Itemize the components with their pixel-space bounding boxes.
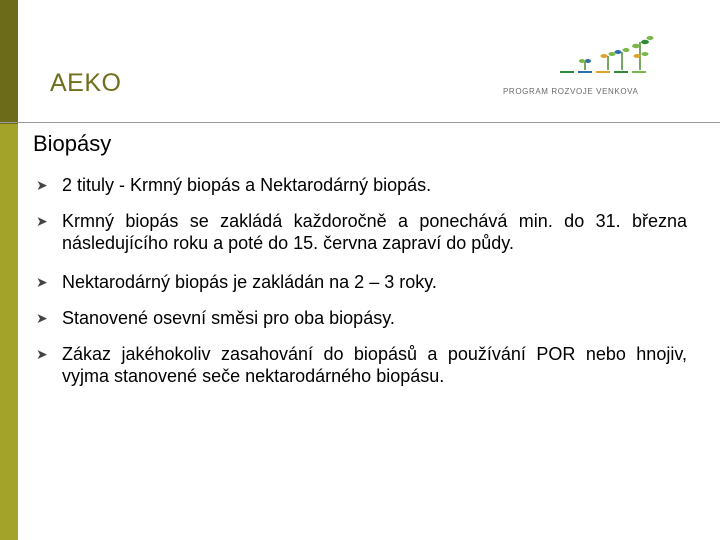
arrowhead-bullet-icon: ➤	[36, 177, 48, 193]
arrowhead-bullet-icon: ➤	[36, 274, 48, 290]
arrowhead-bullet-icon: ➤	[36, 213, 48, 229]
sidebar-accent-dark	[0, 0, 18, 124]
bullet-text: Zákaz jakéhokoliv zasahování do biopásů a používání POR nebo hnojiv, vyjma stanovené seče nektarodárného biopásu.	[62, 344, 687, 386]
logo-caption: PROGRAM ROZVOJE VENKOVA	[503, 87, 639, 96]
arrowhead-bullet-icon: ➤	[36, 346, 48, 362]
bullet-text: Stanovené osevní směsi pro oba biopásy.	[62, 308, 395, 328]
arrowhead-bullet-icon: ➤	[36, 310, 48, 326]
header-divider	[0, 122, 720, 123]
sidebar-accent-light	[0, 124, 18, 540]
bullet-text: Krmný biopás se zakládá každoročně a ponechává min. do 31. března následujícího roku a poté do 15. června zapraví do půdy.	[62, 211, 687, 253]
bullet-text: 2 tituly - Krmný biopás a Nektarodárný biopás.	[62, 175, 432, 195]
bullet-text: Nektarodárný biopás je zakládán na 2 – 3 roky.	[62, 272, 437, 292]
brand-title: AEKO	[50, 69, 122, 97]
slide-title: Biopásy	[33, 131, 112, 156]
